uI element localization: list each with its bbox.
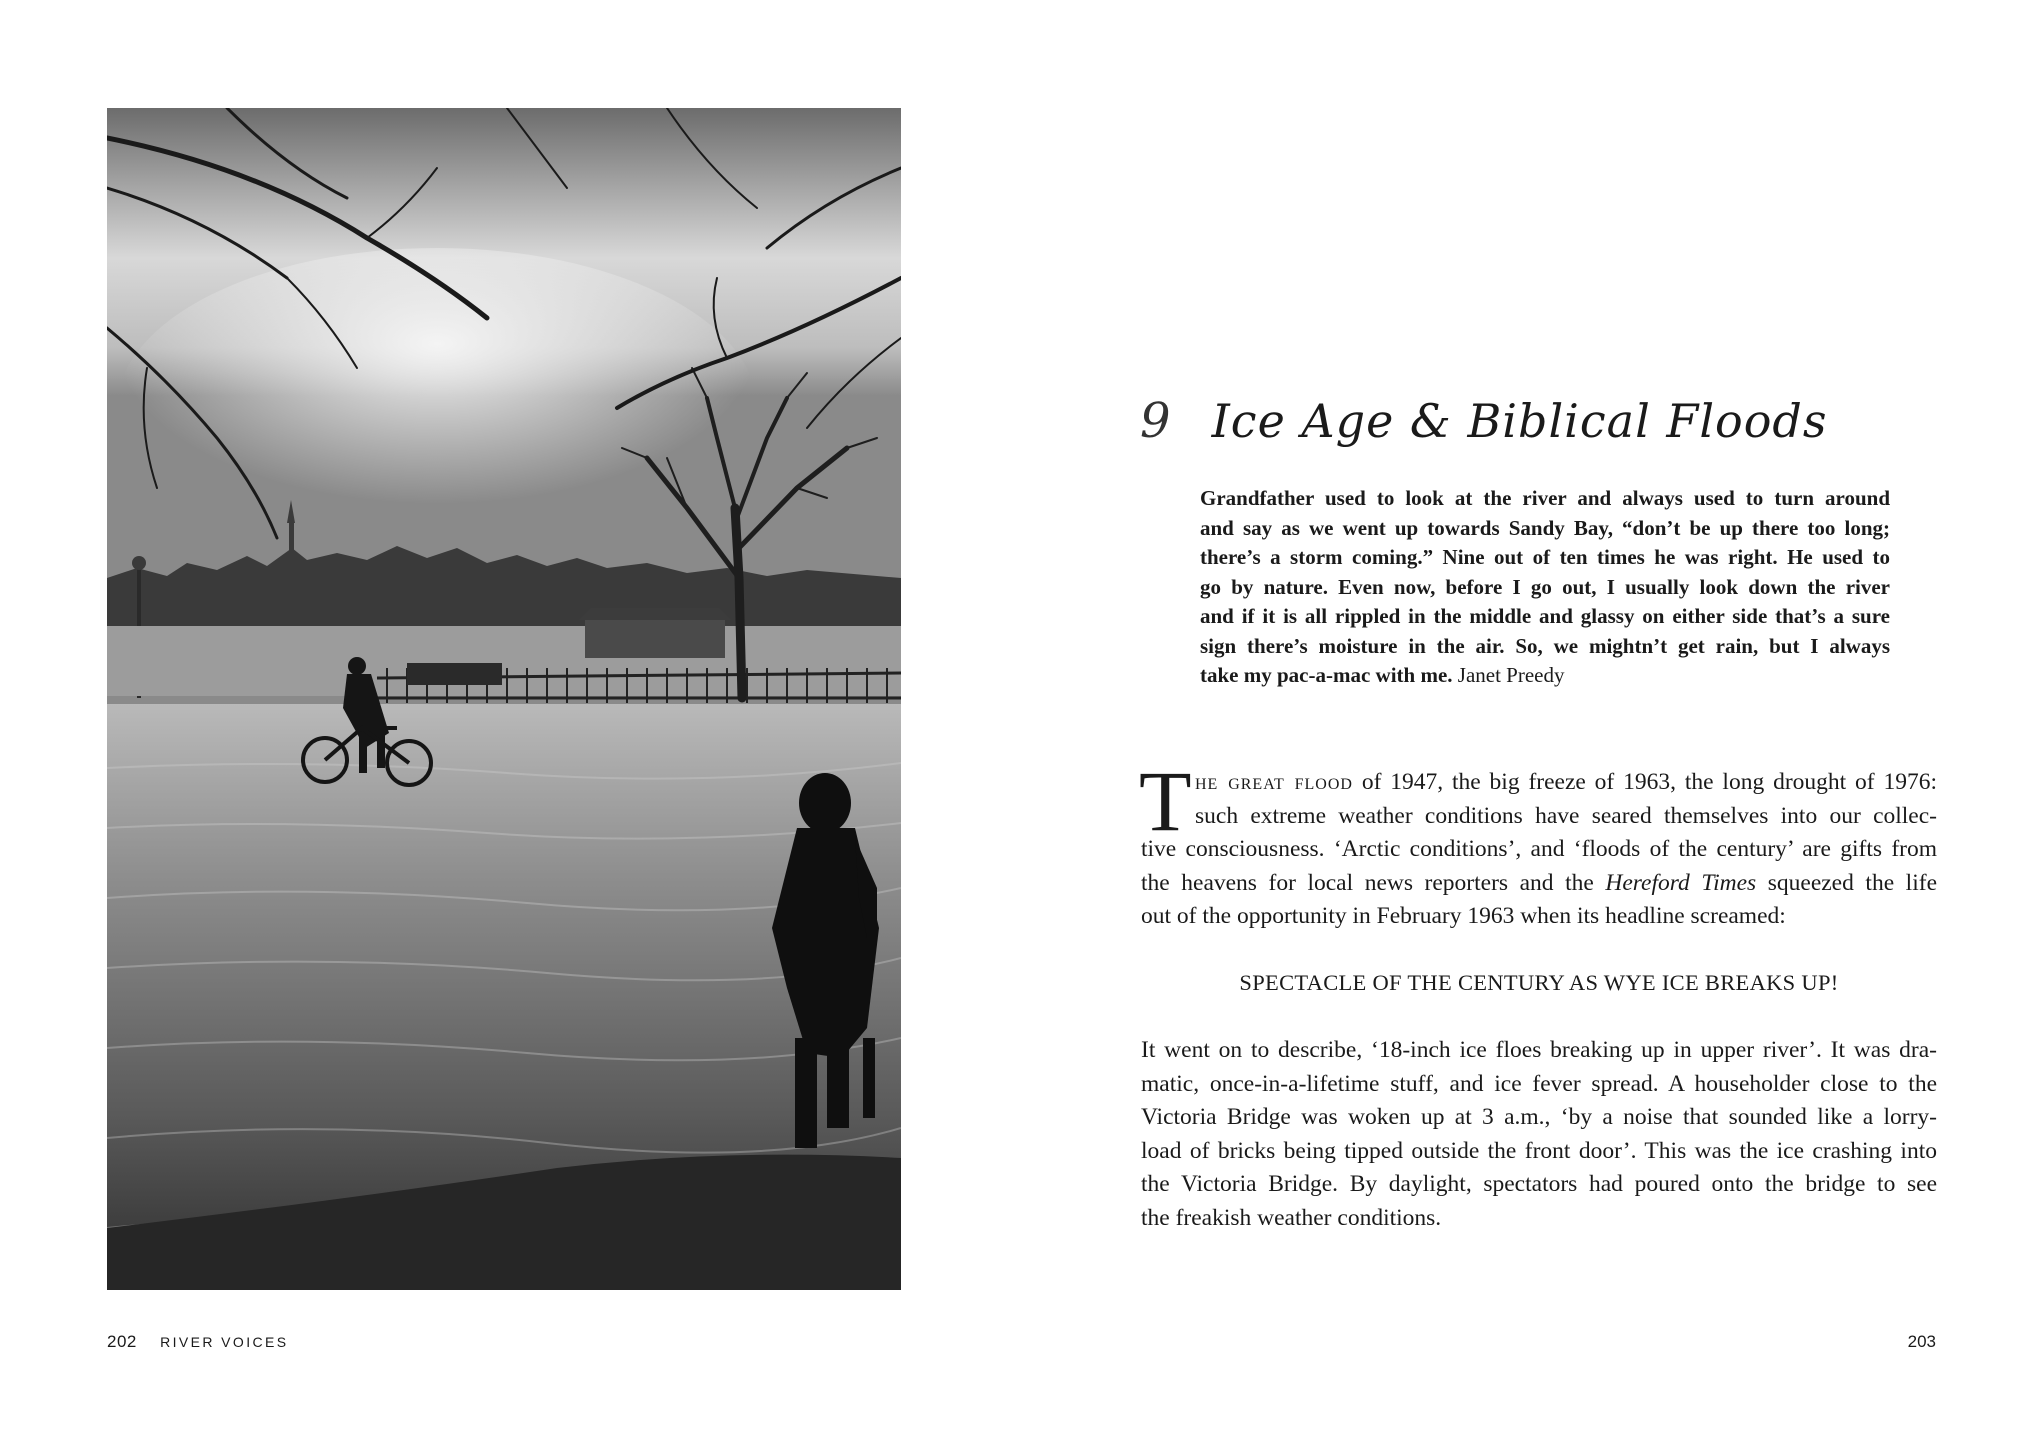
line-part: the heavens for local news reporters and the — [1141, 869, 1606, 896]
paragraph-line: matic, once-in-a-lifetime stuff, and ice fever spread. A householder close to the — [1141, 1070, 1937, 1097]
paragraph-line: such extreme weather conditions have seared themselves into our collec- — [1195, 802, 1937, 829]
chapter-heading — [1140, 393, 1960, 449]
epigraph-line: sign there’s moisture in the air. So, we mightn’t get rain, but I always — [1200, 633, 1890, 658]
flooded-street-cyclists-photo — [107, 108, 901, 1290]
running-head: RIVER VOICES — [160, 1334, 289, 1350]
left-page-number: 202 — [107, 1332, 137, 1351]
paragraph-line — [1141, 867, 1937, 901]
epigraph-line: take my pac-a-mac with me. — [1200, 663, 1453, 687]
paragraph-line: tive consciousness. ‘Arctic conditions’, and ‘floods of the century’ are gifts from — [1141, 836, 1937, 862]
chapter-title: Ice Age & Biblical Floods — [1211, 394, 1828, 448]
newspaper-headline: SPECTACLE OF THE CENTURY AS WYE ICE BREAKS UP! — [1239, 970, 1839, 995]
paragraph-line: Victoria Bridge was woken up at 3 a.m., ‘by a noise that sounded like a lorry- — [1141, 1104, 1937, 1130]
body-paragraph-2 — [1141, 1034, 1937, 1235]
paragraph-line-rest: of 1947, the big freeze of 1963, the long drought of 1976: — [1352, 769, 1938, 795]
epigraph-last-line — [1200, 661, 1890, 691]
epigraph-line: and if it is all rippled in the middle and glassy on either side that’s a sure — [1200, 604, 1890, 628]
flooded-street-photo — [107, 108, 901, 1290]
body-paragraph-1 — [1139, 753, 1938, 934]
chapter-number: 9 — [1140, 393, 1171, 449]
epigraph-line: Grandfather used to look at the river and always used to turn around — [1200, 486, 1890, 510]
paragraph-line: out of the opportunity in February 1963 when its headline screamed: — [1141, 903, 1786, 929]
epigraph-quote — [1200, 484, 1890, 691]
paragraph-line — [1141, 766, 1937, 800]
paragraph-line: It went on to describe, ‘18-inch ice floes breaking up in upper river’. It was dra- — [1141, 1037, 1937, 1063]
paragraph-line: load of bricks being tipped outside the front door’. This was the ice crashing into — [1141, 1137, 1937, 1164]
small-caps-lead: he great flood — [1195, 769, 1353, 795]
left-page-footer — [107, 1332, 289, 1352]
epigraph-line: go by nature. Even now, before I go out, I usually look down the river — [1200, 574, 1890, 599]
drop-cap: T — [1139, 753, 1192, 849]
paragraph-line: the freakish weather conditions. — [1141, 1204, 1442, 1231]
right-page-number: 203 — [1907, 1332, 1936, 1351]
epigraph-attribution: Janet Preedy — [1457, 663, 1565, 687]
paragraph-line: the Victoria Bridge. By daylight, spectators had poured onto the bridge to see — [1141, 1171, 1937, 1197]
epigraph-line: there’s a storm coming.” Nine out of ten times he was right. He used to — [1200, 545, 1890, 569]
epigraph-line: and say as we went up towards Sandy Bay, “don’t be up there too long; — [1200, 515, 1890, 540]
newspaper-title: Hereford Times — [1605, 869, 1757, 896]
line-part: squeezed the life — [1756, 869, 1937, 896]
